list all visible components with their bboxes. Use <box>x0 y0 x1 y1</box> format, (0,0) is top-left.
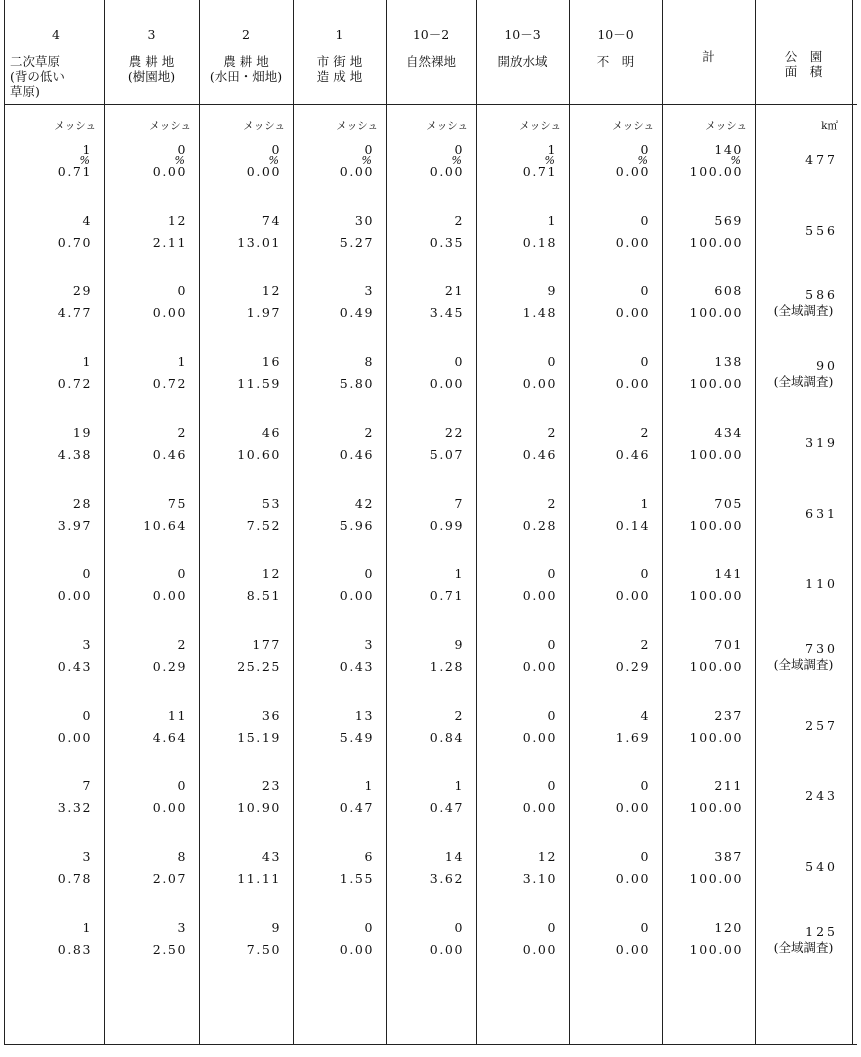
count-cell: 0 <box>271 142 281 157</box>
percent-cell: 100.00 <box>689 517 743 533</box>
column-header <box>10 27 102 99</box>
column-code: 2 <box>242 27 250 42</box>
count-cell: 140 <box>714 142 743 157</box>
percent-cell: 0.00 <box>339 164 374 179</box>
percent-unit: % <box>174 154 185 167</box>
percent-unit: % <box>361 154 372 167</box>
count-cell: 0 <box>364 566 374 582</box>
percent-cell: 0.00 <box>615 305 650 321</box>
count-cell: 2 <box>547 424 557 440</box>
count-cell: 1 <box>454 566 464 582</box>
percent-cell: 0.00 <box>522 800 557 816</box>
column-code: 10－2 <box>412 27 450 42</box>
percent-cell: 0.00 <box>429 941 464 957</box>
column-label <box>104 54 199 84</box>
count-cell: 12 <box>261 566 281 582</box>
percent-cell: 0.00 <box>339 941 374 957</box>
percent-cell: 3.62 <box>429 871 464 886</box>
percent-cell: 5.07 <box>429 446 464 462</box>
count-cell: 2 <box>547 495 557 511</box>
column-code: 10－0 <box>597 27 634 42</box>
park-area-cell: 243 <box>805 788 838 804</box>
percent-cell: 1.97 <box>246 305 281 321</box>
column-label-line: 計 <box>702 49 715 64</box>
count-cell: 0 <box>640 919 650 935</box>
count-cell: 6 <box>364 849 374 864</box>
percent-cell: 0.00 <box>429 164 464 179</box>
percent-cell: 0.71 <box>429 588 464 604</box>
count-cell: 53 <box>261 495 281 511</box>
column-label-line: 開放水域 <box>497 54 548 69</box>
count-cell: 36 <box>261 707 281 723</box>
count-cell: 1 <box>364 778 374 794</box>
percent-cell: 0.29 <box>615 658 650 674</box>
count-cell: 0 <box>640 354 650 370</box>
count-cell: 28 <box>72 495 92 511</box>
column-label-line: (背の低い <box>10 69 65 84</box>
column-label-line: 二次草原 <box>10 54 61 69</box>
count-cell: 21 <box>444 283 464 299</box>
park-survey-note: (全域調査) <box>773 939 834 955</box>
percent-cell: 5.80 <box>339 376 374 392</box>
column-label <box>10 54 102 99</box>
count-cell: 74 <box>261 212 281 228</box>
unit-label: メッシュ <box>336 120 378 132</box>
percent-cell: 0.00 <box>57 588 92 604</box>
percent-cell: 0.43 <box>339 658 374 674</box>
count-cell: 0 <box>547 919 557 935</box>
percent-cell: 0.00 <box>615 376 650 392</box>
unit-label: メッシュ <box>519 120 561 132</box>
column-header <box>476 27 569 69</box>
count-cell: 7 <box>454 495 464 511</box>
count-cell: 8 <box>364 354 374 370</box>
park-area-cell: 319 <box>805 434 838 450</box>
count-cell: 0 <box>364 142 374 157</box>
park-area-cell: 125 <box>805 923 838 939</box>
park-survey-note: (全域調査) <box>773 374 834 390</box>
count-cell: 0 <box>177 778 187 794</box>
column-label-line: 不 明 <box>596 54 635 69</box>
count-cell: 3 <box>177 919 187 935</box>
unit-label: メッシュ <box>612 120 654 132</box>
percent-cell: 0.46 <box>339 446 374 462</box>
park-area-cell: 540 <box>805 859 838 874</box>
count-cell: 0 <box>640 778 650 794</box>
count-cell: 0 <box>640 212 650 228</box>
count-cell: 0 <box>82 566 92 582</box>
unit-label: メッシュ <box>705 120 747 132</box>
count-cell: 29 <box>72 283 92 299</box>
count-cell: 0 <box>640 142 650 157</box>
column-header <box>386 27 476 69</box>
percent-cell: 100.00 <box>689 871 743 886</box>
count-cell: 0 <box>454 354 464 370</box>
percent-cell: 11.59 <box>237 376 281 392</box>
percent-unit: % <box>637 154 648 167</box>
percent-cell: 100.00 <box>689 164 743 179</box>
count-cell: 0 <box>640 849 650 864</box>
count-cell: 141 <box>714 566 743 582</box>
column-label-line: 面 積 <box>784 64 823 79</box>
column-label-line: (樹園地) <box>127 69 176 84</box>
unit-label: メッシュ <box>54 120 96 132</box>
count-cell: 0 <box>640 566 650 582</box>
count-cell: 16 <box>261 354 281 370</box>
percent-cell: 0.00 <box>339 588 374 604</box>
park-area-cell: 257 <box>805 717 838 733</box>
park-survey-note: (全域調査) <box>773 303 834 319</box>
count-cell: 13 <box>354 707 374 723</box>
percent-cell: 100.00 <box>689 588 743 604</box>
percent-cell: 7.52 <box>246 517 281 533</box>
count-cell: 0 <box>454 142 464 157</box>
park-area-cell: 586 <box>805 287 838 303</box>
park-area-cell: 477 <box>805 152 838 167</box>
column-label <box>386 54 476 69</box>
percent-cell: 4.77 <box>57 305 92 321</box>
count-cell: 4 <box>640 707 650 723</box>
park-area-cell: 90 <box>816 358 838 374</box>
count-cell: 0 <box>177 283 187 299</box>
percent-cell: 100.00 <box>689 376 743 392</box>
column-label <box>199 54 293 84</box>
percent-cell: 2.07 <box>152 871 187 886</box>
count-cell: 46 <box>261 424 281 440</box>
percent-cell: 25.25 <box>237 658 281 674</box>
column-label-line: 造 成 地 <box>316 69 363 84</box>
count-cell: 75 <box>167 495 187 511</box>
percent-cell: 0.00 <box>615 800 650 816</box>
percent-cell: 0.43 <box>57 658 92 674</box>
count-cell: 0 <box>177 566 187 582</box>
column-code: 10－3 <box>504 27 541 42</box>
percent-cell: 4.38 <box>57 446 92 462</box>
percent-cell: 0.46 <box>615 446 650 462</box>
count-cell: 2 <box>364 424 374 440</box>
count-cell: 2 <box>640 636 650 652</box>
count-cell: 1 <box>82 354 92 370</box>
percent-cell: 0.00 <box>615 234 650 250</box>
count-cell: 701 <box>714 636 743 652</box>
percent-cell: 0.00 <box>429 376 464 392</box>
count-cell: 237 <box>714 707 743 723</box>
percent-cell: 5.49 <box>339 729 374 745</box>
percent-cell: 10.60 <box>237 446 281 462</box>
percent-unit: % <box>730 154 741 167</box>
percent-cell: 1.55 <box>339 871 374 886</box>
count-cell: 0 <box>547 636 557 652</box>
count-cell: 22 <box>444 424 464 440</box>
count-cell: 1 <box>547 212 557 228</box>
count-cell: 0 <box>547 354 557 370</box>
count-cell: 3 <box>364 636 374 652</box>
count-cell: 19 <box>72 424 92 440</box>
percent-cell: 0.00 <box>152 305 187 321</box>
count-cell: 43 <box>261 849 281 864</box>
count-cell: 11 <box>167 707 187 723</box>
count-cell: 3 <box>82 849 92 864</box>
percent-cell: 0.49 <box>339 305 374 321</box>
count-cell: 0 <box>364 919 374 935</box>
column-label-line: 自然裸地 <box>405 54 456 69</box>
percent-cell: 0.28 <box>522 517 557 533</box>
percent-cell: 0.00 <box>246 164 281 179</box>
percent-cell: 0.00 <box>615 164 650 179</box>
percent-cell: 0.78 <box>57 871 92 886</box>
unit-label: メッシュ <box>243 120 285 132</box>
count-cell: 120 <box>714 919 743 935</box>
count-cell: 434 <box>714 424 743 440</box>
percent-cell: 5.27 <box>339 234 374 250</box>
column-label <box>293 54 386 84</box>
count-cell: 42 <box>354 495 374 511</box>
percent-cell: 1.28 <box>429 658 464 674</box>
percent-cell: 0.14 <box>615 517 650 533</box>
percent-cell: 0.84 <box>429 729 464 745</box>
percent-cell: 15.19 <box>237 729 281 745</box>
count-cell: 1 <box>547 142 557 157</box>
percent-cell: 0.00 <box>522 588 557 604</box>
column-label-line: 農 耕 地 <box>128 54 175 69</box>
percent-cell: 0.46 <box>522 446 557 462</box>
percent-cell: 7.50 <box>246 941 281 957</box>
percent-cell: 0.46 <box>152 446 187 462</box>
percent-cell: 0.00 <box>152 588 187 604</box>
percent-cell: 0.35 <box>429 234 464 250</box>
column-label-line: (水田・畑地) <box>209 69 283 84</box>
percent-cell: 1.48 <box>522 305 557 321</box>
percent-cell: 3.45 <box>429 305 464 321</box>
count-cell: 0 <box>454 919 464 935</box>
percent-cell: 2.50 <box>152 941 187 957</box>
count-cell: 12 <box>167 212 187 228</box>
column-header <box>104 27 199 84</box>
count-cell: 8 <box>177 849 187 864</box>
park-survey-note: (全域調査) <box>773 656 834 672</box>
count-cell: 1 <box>82 142 92 157</box>
percent-cell: 0.72 <box>152 376 187 392</box>
count-cell: 608 <box>714 283 743 299</box>
percent-cell: 100.00 <box>689 305 743 321</box>
percent-cell: 0.47 <box>339 800 374 816</box>
count-cell: 1 <box>454 778 464 794</box>
percent-cell: 0.00 <box>152 800 187 816</box>
count-cell: 138 <box>714 354 743 370</box>
park-area-cell: 730 <box>805 640 838 656</box>
column-header <box>293 27 386 84</box>
column-header <box>199 27 293 84</box>
percent-cell: 0.00 <box>57 729 92 745</box>
percent-cell: 0.18 <box>522 234 557 250</box>
count-cell: 12 <box>537 849 557 864</box>
column-label-line: 公 園 <box>784 49 823 64</box>
percent-cell: 100.00 <box>689 234 743 250</box>
park-area-cell: 631 <box>805 505 838 521</box>
count-cell: 2 <box>454 212 464 228</box>
percent-cell: 10.64 <box>143 517 187 533</box>
percent-cell: 0.47 <box>429 800 464 816</box>
count-cell: 1 <box>177 354 187 370</box>
count-cell: 4 <box>82 212 92 228</box>
percent-cell: 4.64 <box>152 729 187 745</box>
count-cell: 0 <box>547 778 557 794</box>
count-cell: 211 <box>714 778 743 794</box>
column-label <box>476 54 569 69</box>
percent-cell: 0.00 <box>615 941 650 957</box>
percent-cell: 0.00 <box>152 164 187 179</box>
count-cell: 9 <box>454 636 464 652</box>
percent-cell: 3.10 <box>522 871 557 886</box>
count-cell: 2 <box>454 707 464 723</box>
percent-cell: 3.32 <box>57 800 92 816</box>
percent-cell: 8.51 <box>246 588 281 604</box>
count-cell: 705 <box>714 495 743 511</box>
count-cell: 0 <box>82 707 92 723</box>
park-area-cell: 556 <box>805 222 838 238</box>
percent-cell: 3.97 <box>57 517 92 533</box>
column-code: 3 <box>147 27 156 42</box>
percent-cell: 0.00 <box>522 941 557 957</box>
percent-cell: 0.83 <box>57 941 92 957</box>
count-cell: 23 <box>261 778 281 794</box>
count-cell: 1 <box>82 919 92 935</box>
percent-unit: % <box>544 154 555 167</box>
unit-label: メッシュ <box>149 120 191 132</box>
count-cell: 7 <box>82 778 92 794</box>
percent-cell: 2.11 <box>152 234 187 250</box>
count-cell: 1 <box>640 495 650 511</box>
column-header <box>662 27 755 64</box>
percent-cell: 1.69 <box>615 729 650 745</box>
count-cell: 2 <box>640 424 650 440</box>
header-bottom-rule <box>4 104 857 105</box>
percent-unit: % <box>79 154 90 167</box>
count-cell: 3 <box>364 283 374 299</box>
percent-cell: 0.71 <box>522 164 557 179</box>
column-label <box>569 54 662 69</box>
table-bottom-rule <box>4 1044 857 1045</box>
percent-cell: 0.00 <box>522 376 557 392</box>
count-cell: 9 <box>271 919 281 935</box>
count-cell: 0 <box>547 707 557 723</box>
park-area-cell: 110 <box>805 576 838 592</box>
column-label <box>662 49 755 64</box>
percent-cell: 5.96 <box>339 517 374 533</box>
column-header <box>569 27 662 69</box>
percent-unit: % <box>268 154 279 167</box>
column-header <box>755 27 852 79</box>
percent-cell: 0.00 <box>522 658 557 674</box>
column-label-line: 農 耕 地 <box>223 54 269 69</box>
count-cell: 387 <box>714 849 743 864</box>
unit-label: メッシュ <box>426 120 468 132</box>
percent-cell: 0.72 <box>57 376 92 392</box>
count-cell: 0 <box>547 566 557 582</box>
percent-cell: 100.00 <box>689 941 743 957</box>
percent-cell: 0.70 <box>57 234 92 250</box>
column-label-line: 市 街 地 <box>316 54 363 69</box>
percent-cell: 11.11 <box>237 871 281 886</box>
column-code: 4 <box>52 27 60 42</box>
column-code: 1 <box>335 27 344 42</box>
count-cell: 2 <box>177 636 187 652</box>
area-unit-label: k㎡ <box>821 120 838 132</box>
count-cell: 177 <box>252 636 281 652</box>
percent-cell: 0.99 <box>429 517 464 533</box>
percent-cell: 0.00 <box>615 588 650 604</box>
percent-cell: 13.01 <box>237 234 281 250</box>
count-cell: 2 <box>177 424 187 440</box>
count-cell: 12 <box>261 283 281 299</box>
count-cell: 3 <box>82 636 92 652</box>
percent-cell: 0.29 <box>152 658 187 674</box>
percent-cell: 100.00 <box>689 658 743 674</box>
column-label <box>755 49 852 79</box>
percent-cell: 10.90 <box>237 800 281 816</box>
table-border-right <box>852 0 853 1045</box>
column-label-line: 草原) <box>10 84 40 99</box>
percent-cell: 100.00 <box>689 729 743 745</box>
count-cell: 14 <box>444 849 464 864</box>
count-cell: 0 <box>640 283 650 299</box>
percent-cell: 100.00 <box>689 800 743 816</box>
percent-cell: 0.00 <box>522 729 557 745</box>
percent-unit: % <box>451 154 462 167</box>
percent-cell: 0.71 <box>57 164 92 179</box>
count-cell: 569 <box>714 212 743 228</box>
count-cell: 9 <box>547 283 557 299</box>
percent-cell: 0.00 <box>615 871 650 886</box>
count-cell: 0 <box>177 142 187 157</box>
percent-cell: 100.00 <box>689 446 743 462</box>
count-cell: 30 <box>354 212 374 228</box>
